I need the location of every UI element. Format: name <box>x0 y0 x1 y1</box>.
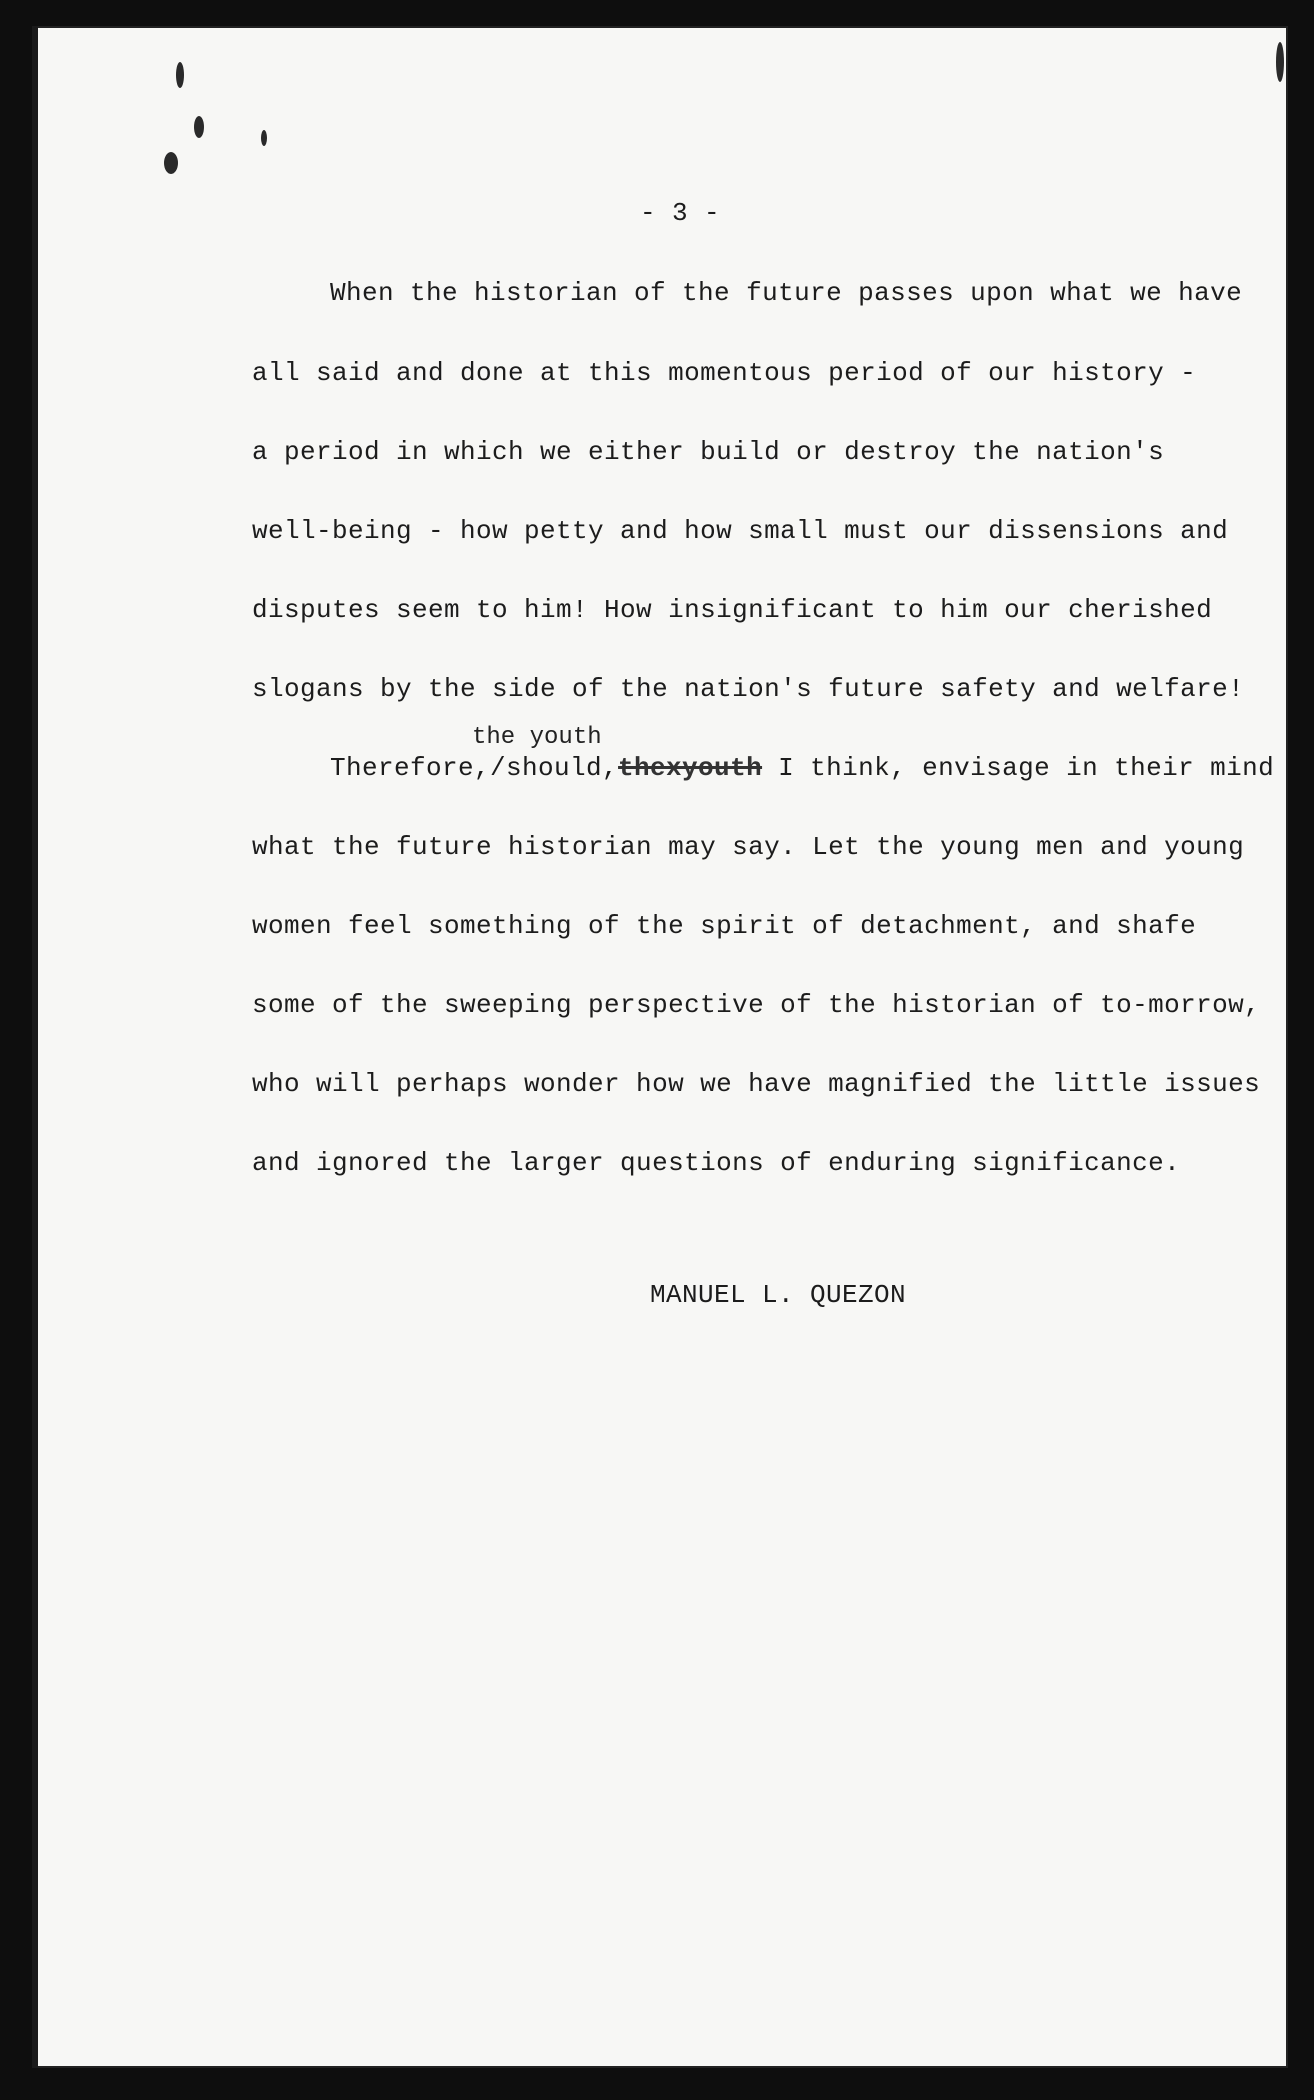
paragraph2-line-6: and ignored the larger questions of enduring significance. <box>252 1148 1181 1178</box>
paragraph1-line-5: disputes seem to him! How insignificant to him our cherished <box>252 595 1213 625</box>
paragraph1-line-1: When the historian of the future passes upon what we have <box>330 278 1243 308</box>
paragraph1-line-3: a period in which we either build or destroy the nation's <box>252 437 1165 467</box>
paragraph2-line-2: what the future historian may say. Let the young men and young <box>252 832 1245 862</box>
ink-speck-2 <box>194 116 204 138</box>
paragraph1-line-4: well-being - how petty and how small must our dissensions and <box>252 516 1229 546</box>
ink-speck-1 <box>176 62 184 88</box>
struck-out-text: thexyouth <box>618 753 763 783</box>
document-page <box>32 26 1288 2068</box>
page-edge-shadow <box>32 26 38 2068</box>
paragraph1-line-2: all said and done at this momentous period of our history - <box>252 358 1197 388</box>
paragraph1-line-6: slogans by the side of the nation's future safety and welfare! <box>252 674 1245 704</box>
paragraph2-line-3: women feel something of the spirit of detachment, and shafe <box>252 911 1197 941</box>
paragraph2-line-5: who will perhaps wonder how we have magnified the little issues <box>252 1069 1261 1099</box>
ink-speck-3 <box>164 152 178 174</box>
paragraph2-line-1-end: I think, envisage in their mind <box>762 753 1275 783</box>
paragraph2-line-1-start: Therefore,/should, <box>330 753 619 783</box>
paragraph2-line-4: some of the sweeping perspective of the historian of to-morrow, <box>252 990 1261 1020</box>
signature: MANUEL L. QUEZON <box>650 1280 907 1310</box>
ink-speck-5 <box>1276 42 1284 82</box>
ink-speck-4 <box>261 130 267 146</box>
page-number: - 3 - <box>640 198 721 228</box>
typed-insertion: the youth <box>472 724 602 751</box>
paragraph2-line-1 <box>330 753 1274 783</box>
